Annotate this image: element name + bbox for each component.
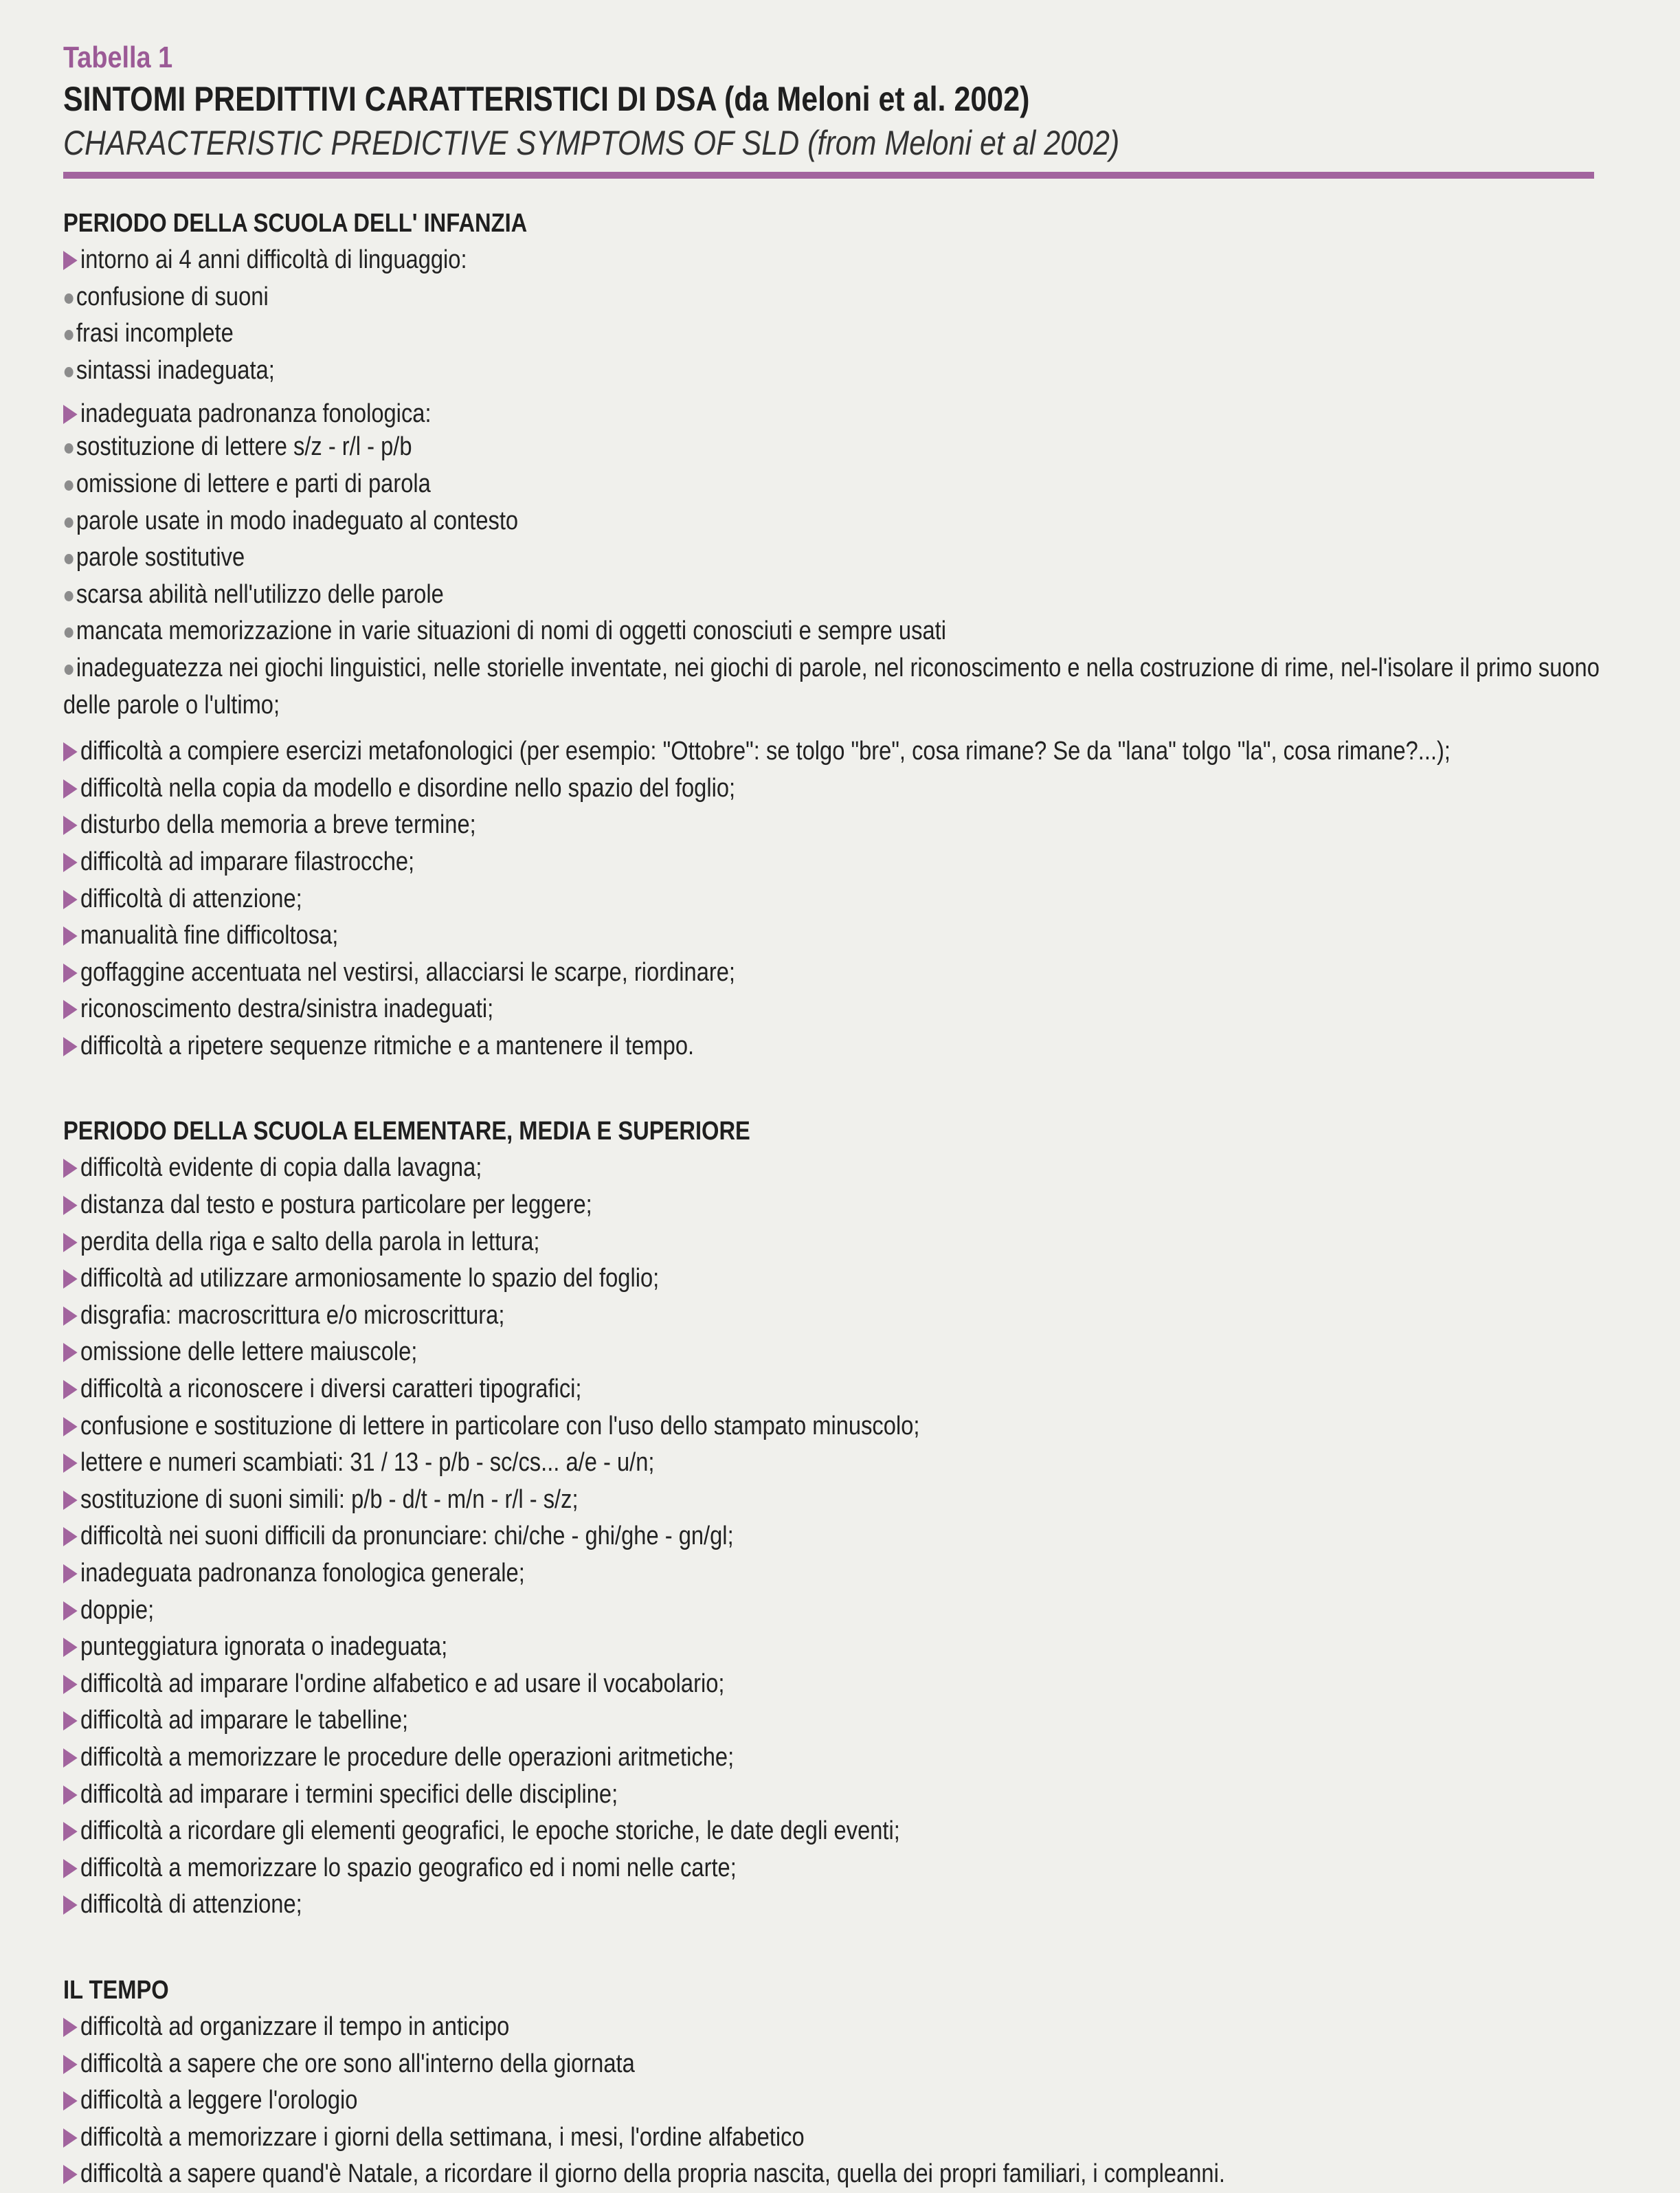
triangle-bullet-icon — [63, 1196, 78, 1215]
sub-list-item: omissione di lettere e parti di parola — [63, 466, 1380, 503]
list-item: difficoltà a sapere quand'è Natale, a ricordare il giorno della propria nascita, quella dei propri familiari, i compleanni. — [63, 2156, 1380, 2193]
section-infanzia — [63, 205, 1600, 1065]
triangle-bullet-icon — [63, 1748, 78, 1768]
list-item: lettere e numeri scambiati: 31 / 13 - p/b - sc/cs... a/e - u/n; — [63, 1445, 1380, 1482]
triangle-bullet-icon — [63, 1159, 78, 1178]
triangle-bullet-icon — [63, 890, 78, 909]
list-item: disgrafia: macroscrittura e/o microscrittura; — [63, 1298, 1380, 1335]
title-divider — [63, 172, 1594, 179]
triangle-bullet-icon — [63, 2128, 78, 2148]
list-item: difficoltà di attenzione; — [63, 1886, 1380, 1924]
list-item: difficoltà a memorizzare i giorni della settimana, i mesi, l'ordine alfabetico — [63, 2119, 1380, 2157]
triangle-bullet-icon — [63, 1233, 78, 1252]
triangle-bullet-icon — [63, 1527, 78, 1546]
triangle-bullet-icon — [63, 1037, 78, 1056]
triangle-bullet-icon — [63, 2018, 78, 2037]
triangle-bullet-icon — [63, 1822, 78, 1841]
dot-bullet-icon — [65, 591, 74, 601]
triangle-bullet-icon — [63, 2055, 78, 2074]
triangle-bullet-icon — [63, 1380, 78, 1399]
list-item: confusione e sostituzione di lettere in particolare con l'uso dello stampato minuscolo; — [63, 1408, 1380, 1445]
triangle-bullet-icon — [63, 405, 78, 424]
triangle-bullet-icon — [63, 853, 78, 872]
list-item: doppie; — [63, 1592, 1380, 1629]
triangle-bullet-icon — [63, 964, 78, 983]
sub-list-item: inadeguatezza nei giochi linguistici, nelle storielle inventate, nei giochi di parole, nel riconoscimento e nella costruzione di rime, nel-l'isolare il primo suono delle parole o l'ultimo; — [63, 653, 1600, 720]
dot-bullet-icon — [65, 665, 74, 675]
list-item: difficoltà nella copia da modello e disordine nello spazio del foglio; — [63, 770, 1380, 808]
dot-bullet-icon — [65, 330, 74, 340]
list-item: sostituzione di suoni simili: p/b - d/t - m/n - r/l - s/z; — [63, 1482, 1380, 1519]
section-title: PERIODO DELLA SCUOLA DELL' INFANZIA — [63, 209, 528, 238]
list-item: distanza dal testo e postura particolare per leggere; — [63, 1187, 1380, 1224]
list-item: difficoltà a riconoscere i diversi caratteri tipografici; — [63, 1371, 1380, 1408]
dot-bullet-icon — [65, 443, 74, 454]
list-item: perdita della riga e salto della parola in lettura; — [63, 1224, 1380, 1261]
dot-bullet-icon — [65, 293, 74, 304]
triangle-bullet-icon — [63, 742, 78, 761]
triangle-bullet-icon — [63, 2091, 78, 2111]
triangle-bullet-icon — [63, 779, 78, 799]
sub-list-item: scarsa abilità nell'utilizzo delle parole — [63, 577, 1380, 614]
list-item: inadeguata padronanza fonologica: — [63, 399, 1380, 429]
triangle-bullet-icon — [63, 1269, 78, 1289]
list-item: disturbo della memoria a breve termine; — [63, 807, 1380, 844]
triangle-bullet-icon — [63, 1711, 78, 1730]
sub-list-item: mancata memorizzazione in varie situazioni di nomi di oggetti conosciuti e sempre usati — [63, 613, 1380, 650]
table-title: SINTOMI PREDITTIVI CARATTERISTICI DI DSA (da Meloni et al. 2002) — [63, 80, 1030, 118]
triangle-bullet-icon — [63, 1675, 78, 1694]
list-item: difficoltà di attenzione; — [63, 881, 1380, 918]
triangle-bullet-icon — [63, 1859, 78, 1878]
list-item: difficoltà a compiere esercizi metafonologici (per esempio: "Ottobre": se tolgo "bre", cosa rimane? Se da "lana" tolgo "la", cosa rimane?...); — [63, 733, 1380, 770]
list-item: difficoltà ad imparare l'ordine alfabetico e ad usare il vocabolario; — [63, 1666, 1380, 1703]
dot-bullet-icon — [65, 480, 74, 491]
list-item: difficoltà ad utilizzare armoniosamente lo spazio del foglio; — [63, 1260, 1380, 1298]
list-item: difficoltà a memorizzare le procedure delle operazioni aritmetiche; — [63, 1739, 1380, 1777]
list-item: manualità fine difficoltosa; — [63, 917, 1380, 955]
triangle-bullet-icon — [63, 1454, 78, 1473]
sub-list-item: sintassi inadeguata; — [63, 353, 1380, 390]
list-item: difficoltà a ricordare gli elementi geografici, le epoche storiche, le date degli eventi; — [63, 1813, 1380, 1850]
list-item: difficoltà a memorizzare lo spazio geografico ed i nomi nelle carte; — [63, 1850, 1380, 1887]
dot-bullet-icon — [65, 517, 74, 528]
list-item: difficoltà ad imparare filastrocche; — [63, 844, 1380, 881]
dot-bullet-icon — [65, 627, 74, 638]
list-item: difficoltà ad imparare le tabelline; — [63, 1702, 1380, 1739]
table-subtitle: CHARACTERISTIC PREDICTIVE SYMPTOMS OF SLD (from Meloni et al 2002) — [63, 124, 1120, 162]
triangle-bullet-icon — [63, 251, 78, 270]
list-item: intorno ai 4 anni difficoltà di linguaggio: — [63, 242, 1380, 279]
dot-bullet-icon — [65, 367, 74, 377]
triangle-bullet-icon — [63, 1491, 78, 1510]
list-item: omissione delle lettere maiuscole; — [63, 1334, 1380, 1371]
sub-list-item: frasi incomplete — [63, 315, 1380, 353]
list-item: goffaggine accentuata nel vestirsi, allacciarsi le scarpe, riordinare; — [63, 955, 1380, 992]
section-elementare — [63, 1113, 1594, 1923]
triangle-bullet-icon — [63, 1000, 78, 1019]
list-item: punteggiatura ignorata o inadeguata; — [63, 1629, 1380, 1666]
list-item: difficoltà nei suoni difficili da pronunciare: chi/che - ghi/ghe - gn/gl; — [63, 1518, 1380, 1555]
triangle-bullet-icon — [63, 1638, 78, 1657]
triangle-bullet-icon — [63, 1564, 78, 1583]
section-title: PERIODO DELLA SCUOLA ELEMENTARE, MEDIA E SUPERIORE — [63, 1117, 750, 1146]
list-item: difficoltà a leggere l'orologio — [63, 2082, 1380, 2119]
sub-list-item: parole usate in modo inadeguato al contesto — [63, 503, 1380, 540]
list-item: difficoltà ad organizzare il tempo in anticipo — [63, 2009, 1380, 2046]
list-item: difficoltà evidente di copia dalla lavagna; — [63, 1150, 1380, 1187]
list-item: difficoltà a sapere che ore sono all'interno della giornata — [63, 2046, 1380, 2083]
list-item: riconoscimento destra/sinistra inadeguati; — [63, 991, 1380, 1028]
triangle-bullet-icon — [63, 1417, 78, 1436]
dot-bullet-icon — [65, 554, 74, 564]
section-tempo — [63, 1972, 1594, 2193]
document-page — [63, 38, 1600, 2193]
section-title: IL TEMPO — [63, 1975, 169, 2005]
triangle-bullet-icon — [63, 1306, 78, 1326]
list-item: inadeguata padronanza fonologica generale; — [63, 1555, 1380, 1592]
triangle-bullet-icon — [63, 1601, 78, 1621]
list-item: difficoltà a ripetere sequenze ritmiche e a mantenere il tempo. — [63, 1028, 1380, 1065]
list-item: difficoltà ad imparare i termini specifici delle discipline; — [63, 1777, 1380, 1814]
triangle-bullet-icon — [63, 1785, 78, 1805]
triangle-bullet-icon — [63, 926, 78, 946]
triangle-bullet-icon — [63, 816, 78, 835]
sub-list-item: sostituzione di lettere s/z - r/l - p/b — [63, 429, 1380, 466]
sub-list-item: parole sostitutive — [63, 539, 1380, 577]
triangle-bullet-icon — [63, 1895, 78, 1915]
sub-list-item: confusione di suoni — [63, 279, 1380, 316]
table-label: Tabella 1 — [63, 41, 173, 74]
triangle-bullet-icon — [63, 1343, 78, 1362]
triangle-bullet-icon — [63, 2165, 78, 2184]
